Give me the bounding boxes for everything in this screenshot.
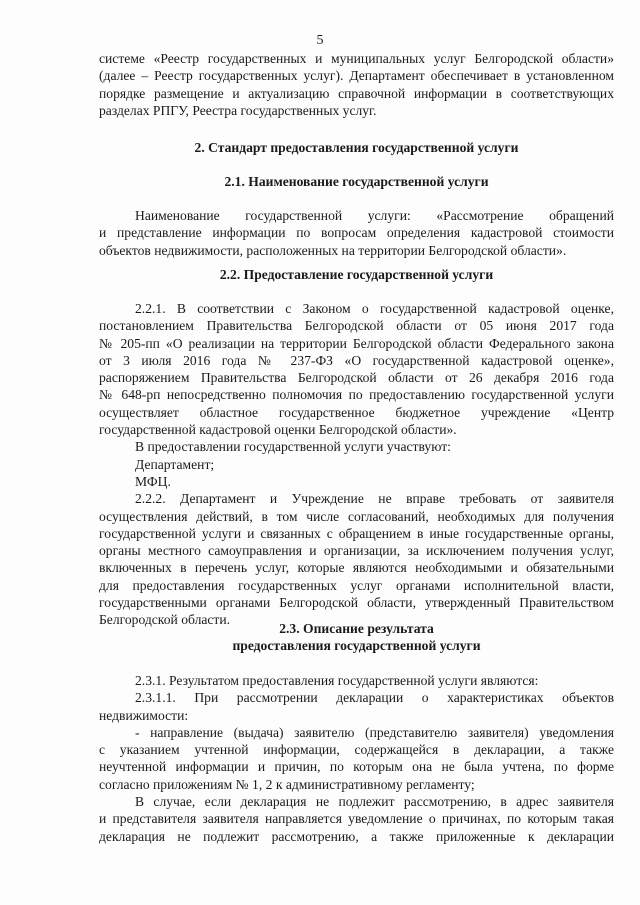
text-line: недвижимости:: [99, 707, 189, 723]
text-line: 2.2.2. Департамент и Учреждение не вправе требовать от заявителя: [135, 491, 614, 507]
intro-paragraph: [99, 50, 614, 119]
text-line: объектов недвижимости, расположенных на территории Белгородской области».: [99, 242, 567, 258]
section-heading-2: 2. Стандарт предоставления государственной услуги: [194, 140, 519, 155]
text-line: Белгородской области.: [99, 612, 231, 628]
text-line: включенных в перечень услуг, которые являются необходимыми и обязательными: [99, 560, 614, 576]
text-line: В случае, если декларация не подлежит рассмотрению, в адрес заявителя: [135, 794, 614, 810]
text-line: системе «Реестр государственных и муниципальных услуг Белгородской области»: [99, 51, 614, 66]
section-2-2-text: [99, 300, 614, 629]
text-line: № 205-пп «О реализации на территории Белгородской области Федерального закона: [99, 335, 614, 351]
text-line: МФЦ.: [135, 473, 171, 489]
text-line: разделах РПГУ, Реестра государственных услуг.: [99, 102, 377, 118]
text-line: порядке размещение и актуализацию справочной информации в соответствующих: [99, 85, 614, 101]
text-line: (далее – Реестр государственных услуг). Департамент обеспечивает в установленном: [99, 68, 614, 84]
section-2-3-text: [99, 672, 614, 845]
text-line: 2.3.1. Результатом предоставления государственной услуги являются:: [135, 673, 539, 688]
text-line: государственной услуги и связанных с обращением в иные государственные органы,: [99, 525, 614, 541]
page-number: 5: [316, 33, 324, 48]
text-line: с указанием учтенной информации, содержащейся в декларации, а также: [99, 742, 614, 758]
text-line: государственными органами Белгородской области, утвержденный Правительством: [99, 595, 614, 611]
text-line: Наименование государственной услуги: «Рассмотрение обращений: [135, 208, 614, 223]
text-line: осуществления действий, в том числе согласований, необходимых для получения: [99, 508, 614, 524]
text-line: осуществляет областное государственное бюджетное учреждение «Центр: [99, 404, 614, 420]
text-line: органы местного самоуправления и организации, за исключением получения услуг,: [99, 543, 614, 559]
section-heading-2-1: 2.1. Наименование государственной услуги: [224, 174, 489, 189]
text-line: № 648-рп непосредственно полномочия по предоставлению государственной услуги: [99, 387, 614, 403]
text-line: государственной кадастровой оценки Белгородской области».: [99, 422, 457, 438]
text-line: - направление (выдача) заявителю (представителю заявителя) уведомления: [135, 724, 614, 740]
text-line: 2.2.1. В соответствии с Законом о государственной кадастровой оценке,: [135, 301, 614, 316]
text-line: от 3 июля 2016 года № 237-ФЗ «О государственной кадастровой оценке»,: [99, 352, 614, 368]
text-line: и представление информации по вопросам определения кадастровой стоимости: [99, 225, 614, 241]
text-line: Департамент;: [135, 456, 215, 472]
text-line: 2.3.1.1. При рассмотрении декларации о характеристиках объектов: [135, 690, 614, 706]
text-line: и представителя заявителя направляется уведомление о причинах, по которым такая: [99, 811, 614, 827]
section-heading-2-3: 2.3. Описание результата предоставления государственной услуги: [232, 621, 481, 654]
text-line: постановлением Правительства Белгородской области от 05 июня 2017 года: [99, 318, 614, 334]
text-line: декларация не подлежит рассмотрению, а также приложенные к декларации: [99, 828, 614, 844]
section-2-1-text: [99, 207, 614, 259]
text-line: неучтенной информации и причин, по которым она не была учтена, по форме: [99, 759, 614, 775]
text-line: распоряжением Правительства Белгородской области от 26 декабря 2016 года: [99, 370, 614, 386]
section-heading-2-2: 2.2. Предоставление государственной услуги: [219, 267, 494, 282]
text-line: В предоставлении государственной услуги участвуют:: [135, 439, 451, 455]
text-line: для предоставления государственных услуг органами исполнительной власти,: [99, 577, 614, 593]
text-line: согласно приложениям № 1, 2 к административному регламенту;: [99, 776, 475, 792]
